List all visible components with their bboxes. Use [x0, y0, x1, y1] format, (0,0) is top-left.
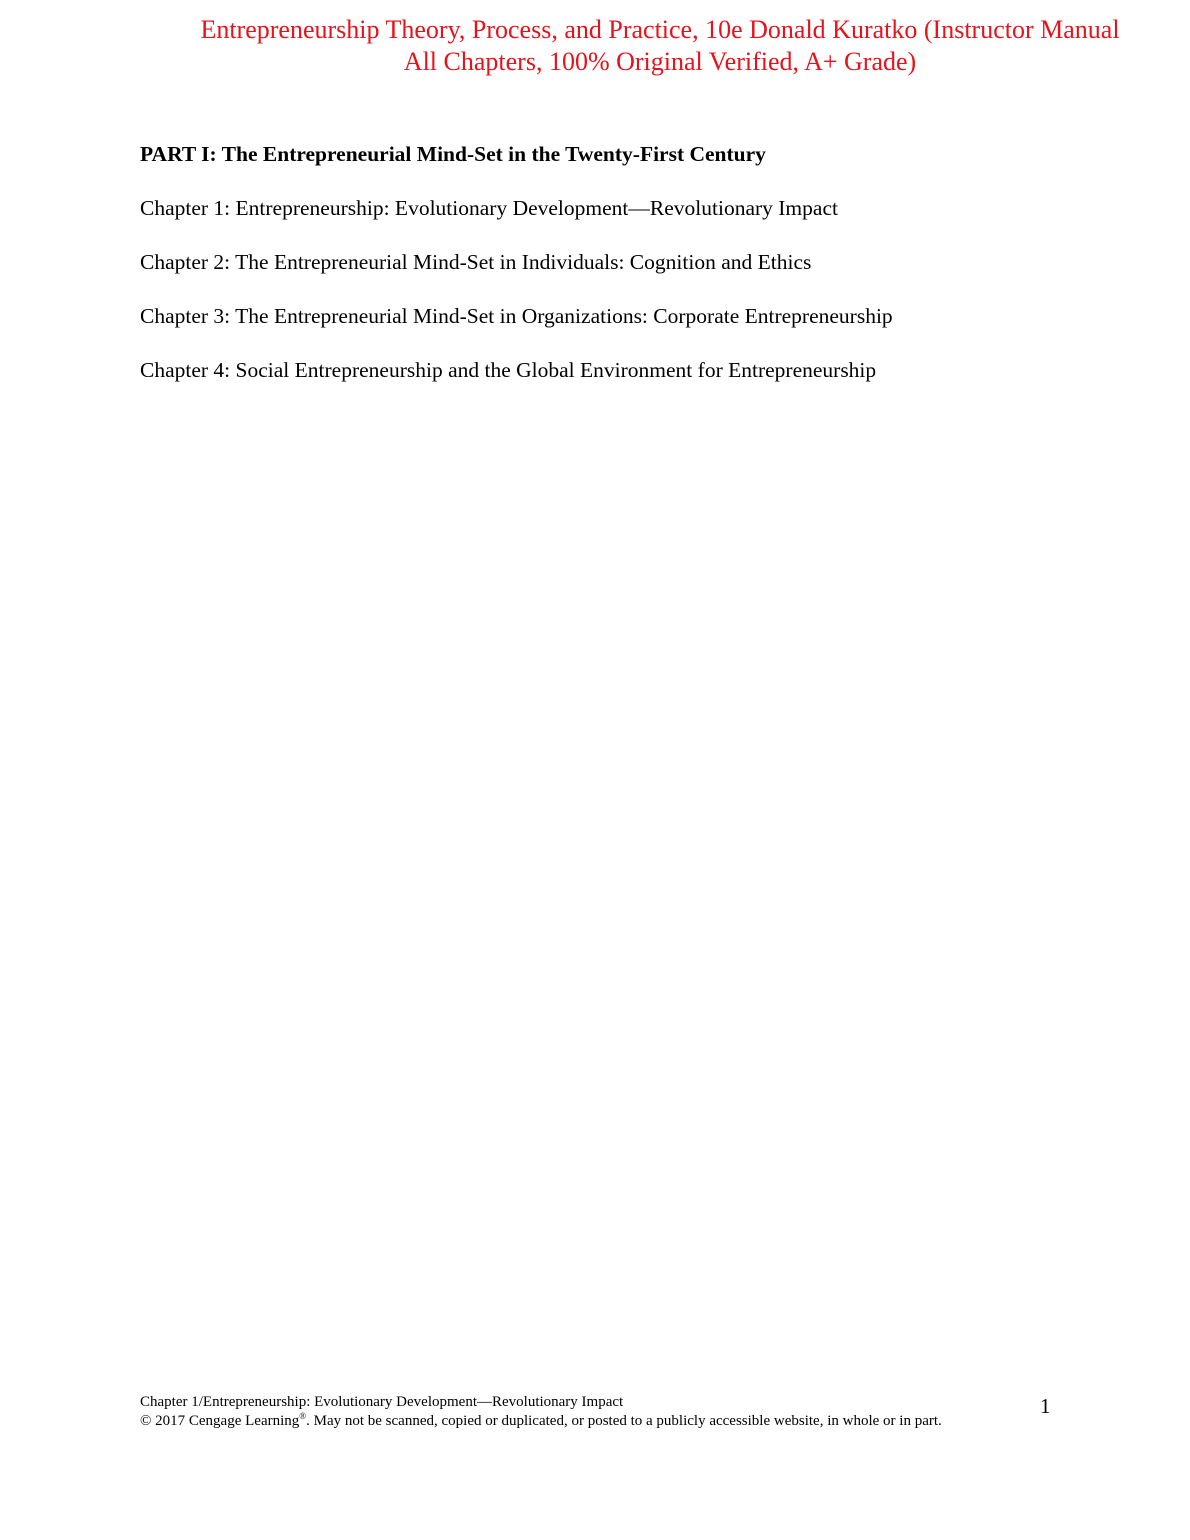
copyright-holder: © 2017 Cengage Learning	[140, 1413, 300, 1429]
chapter-item: Chapter 4: Social Entrepreneurship and the Global Environment for Entrepreneurship	[140, 358, 877, 382]
footer-copyright	[140, 1413, 942, 1429]
banner-line-2: All Chapters, 100% Original Verified, A+ Grade)	[403, 47, 917, 76]
chapter-list	[140, 194, 1080, 384]
registered-mark: ®	[299, 1411, 307, 1421]
document-body	[140, 140, 1080, 410]
chapter-item: Chapter 3: The Entrepreneurial Mind-Set in Organizations: Corporate Entrepreneurship	[140, 304, 893, 328]
chapter-item: Chapter 2: The Entrepreneurial Mind-Set in Individuals: Cognition and Ethics	[140, 250, 812, 274]
part-heading: PART I: The Entrepreneurial Mind-Set in the Twenty-First Century	[140, 142, 766, 166]
page-number: 1	[1040, 1394, 1051, 1418]
chapter-item: Chapter 1: Entrepreneurship: Evolutionary Development—Revolutionary Impact	[140, 196, 838, 220]
copyright-notice: . May not be scanned, copied or duplicated, or posted to a publicly accessible website, in whole or in part.	[306, 1413, 942, 1429]
banner-line-1: Entrepreneurship Theory, Process, and Practice, 10e Donald Kuratko (Instructor Manual	[200, 15, 1120, 44]
footer-running-title: Chapter 1/Entrepreneurship: Evolutionary Development—Revolutionary Impact	[140, 1394, 624, 1410]
page-footer	[140, 1393, 1045, 1431]
watermark-banner	[160, 14, 1160, 78]
